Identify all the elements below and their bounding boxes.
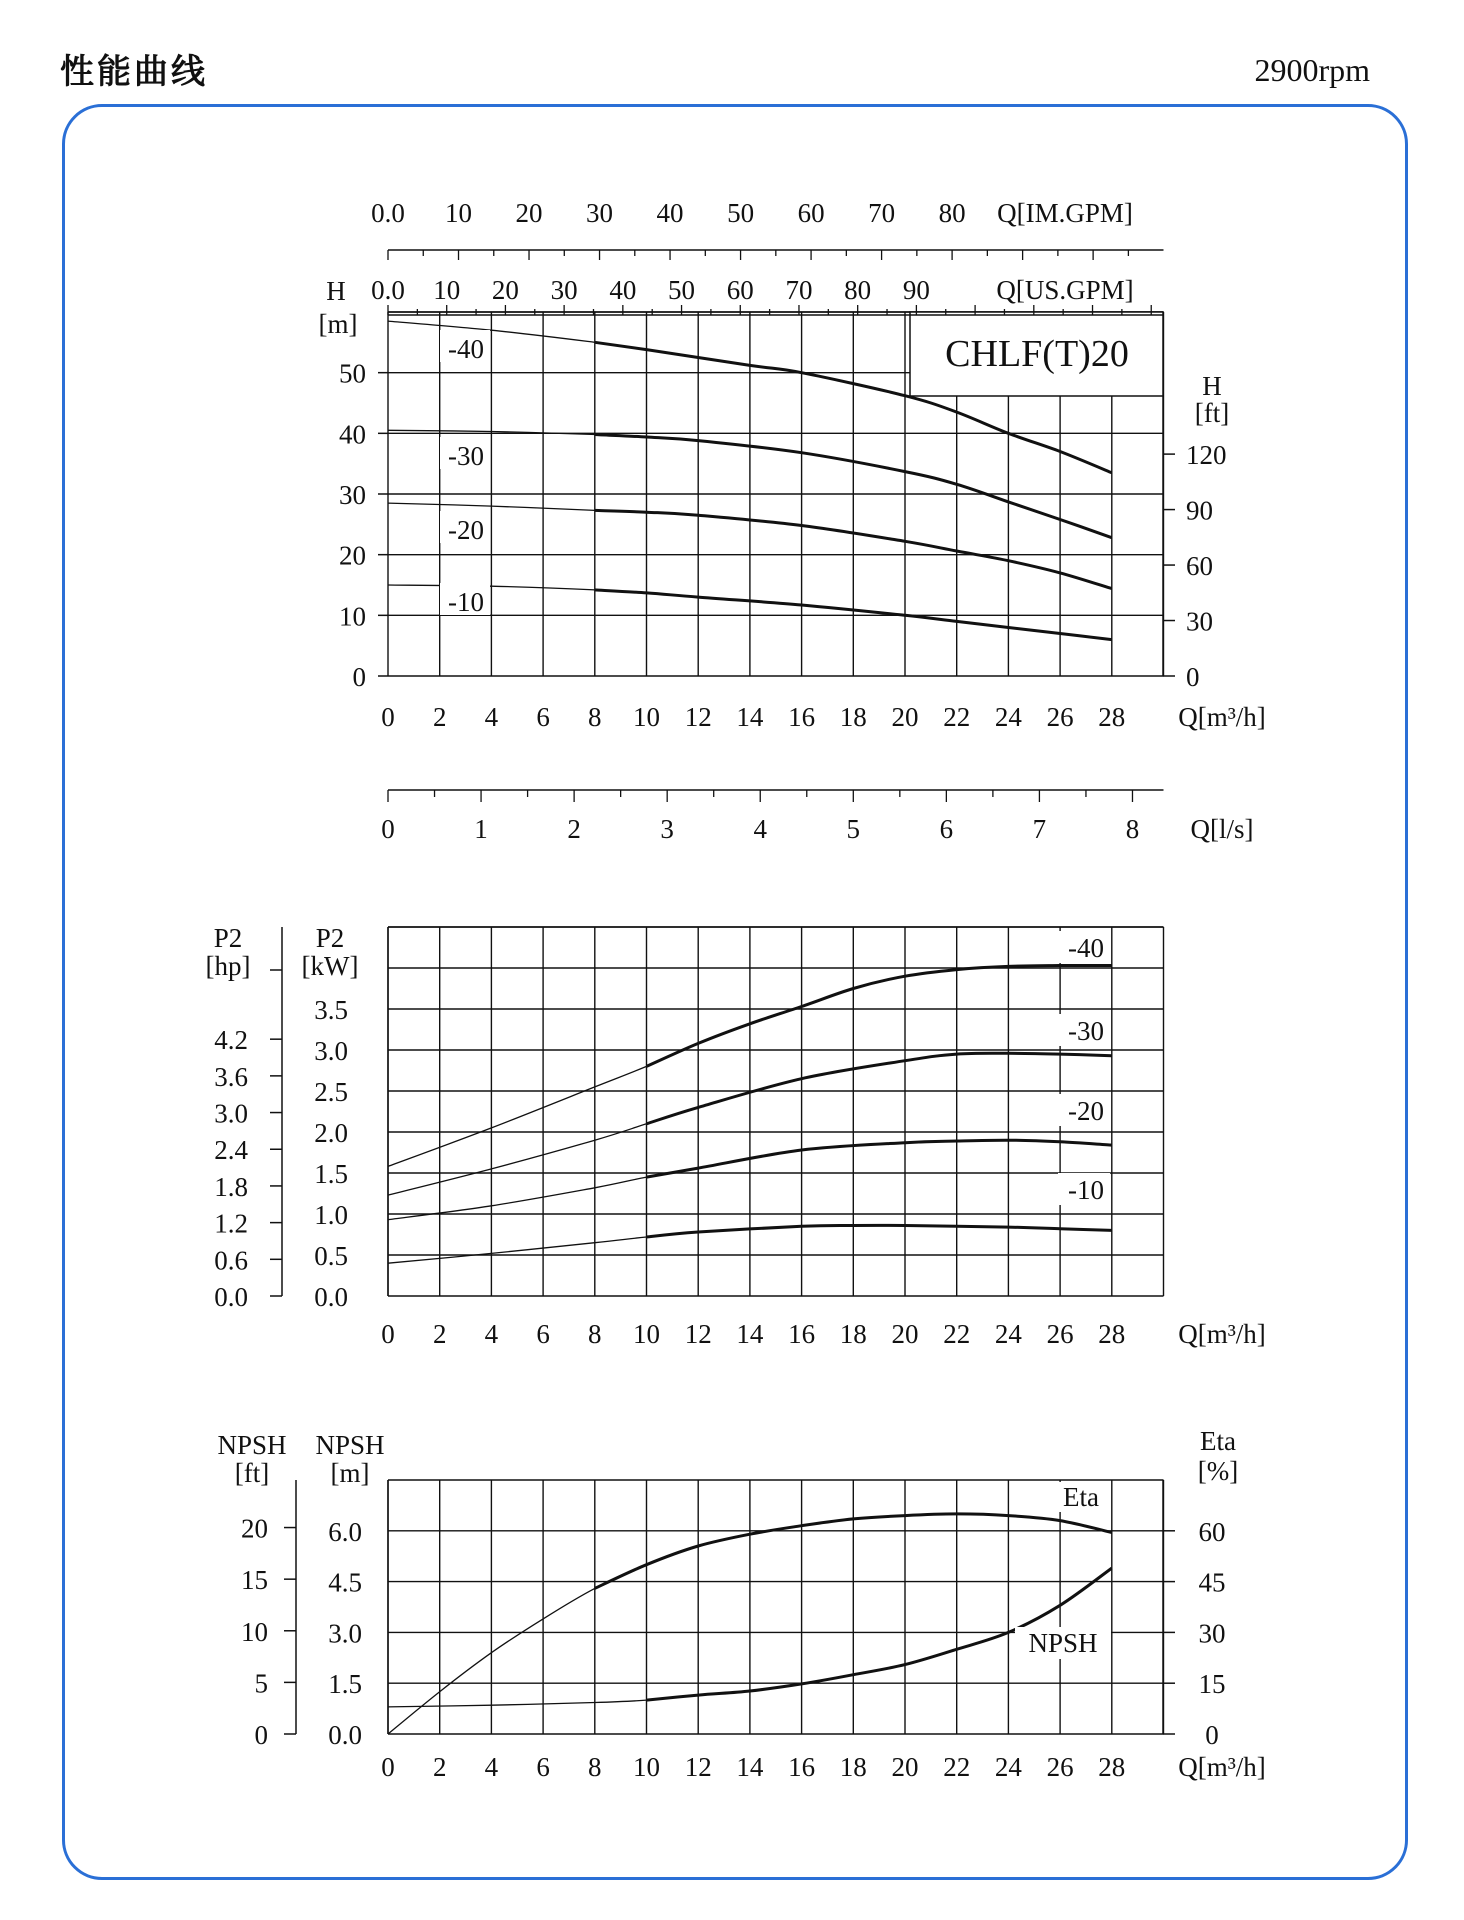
head-xtick-label: 16 — [788, 702, 816, 732]
head-xtick-label: 24 — [994, 702, 1022, 732]
npsh-m-tick-label: 4.5 — [328, 1567, 362, 1598]
power-series-label--40: -40 — [1068, 933, 1104, 963]
head-xtick-label: 6 — [536, 702, 550, 732]
us-gpm-tick-label: 40 — [609, 275, 637, 305]
head-xtick-label: 0 — [381, 702, 395, 732]
head-right-label-h: H — [1202, 371, 1222, 401]
eta-tick-label: 15 — [1198, 1669, 1226, 1700]
eta-tick-label: 30 — [1198, 1618, 1226, 1649]
npsh-xlabel: Q[m³/h] — [1178, 1752, 1266, 1782]
npsh-m-tick-label: 6.0 — [328, 1516, 362, 1547]
npsh-xtick-label: 12 — [684, 1752, 712, 1782]
power-curve-bold--30 — [647, 1053, 1112, 1124]
power-hp-tick-label: 4.2 — [214, 1025, 248, 1056]
head-series-label--20: -20 — [448, 515, 484, 545]
head-ytick-label: 50 — [339, 358, 366, 389]
power-xtick-label: 16 — [788, 1319, 816, 1349]
power-hp-tick-label: 0.6 — [214, 1245, 248, 1276]
eta-tick-label: 60 — [1198, 1516, 1226, 1547]
npsh-series-label: NPSH — [1028, 1628, 1098, 1658]
im-gpm-tick-label: 0.0 — [371, 198, 405, 228]
eta-series-label: Eta — [1063, 1482, 1099, 1512]
head-series-label--40: -40 — [448, 334, 484, 364]
npsh-xtick-label: 10 — [633, 1752, 660, 1782]
head-xtick-label: 18 — [839, 702, 867, 732]
head-xtick-label: 28 — [1098, 702, 1126, 732]
npsh-ft-tick-label: 15 — [241, 1565, 268, 1596]
im-gpm-tick-label: 70 — [868, 198, 896, 228]
power-xtick-label: 28 — [1098, 1319, 1126, 1349]
npsh-ft-tick-label: 10 — [241, 1616, 268, 1647]
eta-label: Eta — [1200, 1426, 1236, 1456]
head-ytick-label: 0 — [352, 662, 366, 692]
power-hp-tick-label: 0.0 — [214, 1282, 248, 1312]
us-gpm-tick-label: 10 — [433, 275, 461, 305]
power-kw-tick-label: 1.0 — [314, 1200, 348, 1230]
npsh-m-unit: [m] — [330, 1458, 370, 1488]
im-gpm-tick-label: 30 — [586, 198, 614, 228]
head-xtick-label: 12 — [684, 702, 712, 732]
us-gpm-label: Q[US.GPM] — [996, 275, 1134, 305]
power-xtick-label: 24 — [994, 1319, 1022, 1349]
npsh-ft-tick-label: 0 — [254, 1720, 268, 1750]
npsh-ft-label: NPSH — [217, 1430, 287, 1460]
power-hp-tick-label: 3.0 — [214, 1098, 248, 1129]
npsh-m-tick-label: 3.0 — [328, 1618, 362, 1649]
power-xtick-label: 10 — [633, 1319, 660, 1349]
npsh-xtick-label: 14 — [736, 1752, 764, 1782]
im-gpm-tick-label: 60 — [797, 198, 825, 228]
head-series-label--10: -10 — [448, 587, 484, 617]
power-hp-tick-label: 1.2 — [214, 1208, 248, 1239]
head-xlabel: Q[m³/h] — [1178, 702, 1266, 732]
npsh-ft-tick-label: 5 — [254, 1668, 268, 1699]
power-kw-tick-label: 0.5 — [314, 1241, 348, 1271]
us-gpm-tick-label: 0.0 — [371, 275, 405, 305]
im-gpm-label: Q[IM.GPM] — [997, 198, 1133, 228]
power-xtick-label: 18 — [839, 1319, 867, 1349]
head-right-tick-label: 60 — [1186, 551, 1213, 582]
npsh-m-tick-label: 1.5 — [328, 1669, 362, 1700]
us-gpm-tick-label: 90 — [902, 275, 930, 305]
us-gpm-tick-label: 80 — [844, 275, 872, 305]
power-xtick-label: 14 — [736, 1319, 764, 1349]
head-right-tick-label: 120 — [1186, 440, 1227, 471]
npsh-xtick-label: 20 — [891, 1752, 919, 1782]
us-gpm-tick-label: 50 — [668, 275, 696, 305]
im-gpm-tick-label: 10 — [445, 198, 473, 228]
eta-tick-label: 45 — [1198, 1567, 1226, 1598]
page-title: 性能曲线 — [60, 52, 208, 92]
npsh-xtick-label: 28 — [1098, 1752, 1126, 1782]
im-gpm-tick-label: 20 — [515, 198, 543, 228]
head-xtick-label: 14 — [736, 702, 764, 732]
head-ytick-label: 10 — [339, 601, 366, 632]
npsh-xtick-label: 0 — [381, 1752, 395, 1782]
im-gpm-tick-label: 50 — [727, 198, 755, 228]
eta-unit: [%] — [1197, 1456, 1239, 1486]
npsh-ft-unit: [ft] — [234, 1458, 270, 1488]
power-series-label--10: -10 — [1068, 1175, 1104, 1205]
head-xtick-label: 22 — [943, 702, 971, 732]
power-kw-tick-label: 1.5 — [314, 1159, 348, 1189]
power-xlabel: Q[m³/h] — [1178, 1319, 1266, 1349]
ls-tick-label: 8 — [1125, 814, 1140, 844]
power-xtick-label: 22 — [943, 1319, 971, 1349]
npsh-xtick-label: 2 — [432, 1752, 447, 1782]
power-series-label--30: -30 — [1068, 1016, 1104, 1046]
npsh-xtick-label: 22 — [943, 1752, 971, 1782]
head-xtick-label: 10 — [633, 702, 660, 732]
head-xtick-label: 8 — [588, 702, 602, 732]
ls-tick-label: 2 — [567, 814, 581, 844]
npsh-m-label: NPSH — [315, 1430, 385, 1460]
power-kw-tick-label: 3.5 — [314, 995, 348, 1025]
im-gpm-tick-label: 80 — [938, 198, 966, 228]
power-xtick-label: 0 — [381, 1319, 395, 1349]
eta-tick-label: 0 — [1205, 1720, 1219, 1750]
power-series-label--20: -20 — [1068, 1096, 1104, 1126]
head-xtick-label: 26 — [1046, 702, 1074, 732]
im-gpm-tick-label: 40 — [656, 198, 684, 228]
us-gpm-tick-label: 70 — [785, 275, 813, 305]
power-hp-tick-label: 3.6 — [214, 1061, 248, 1092]
npsh-ft-tick-label: 20 — [241, 1513, 268, 1544]
us-gpm-tick-label: 30 — [550, 275, 578, 305]
power-hp-tick-label: 2.4 — [214, 1135, 248, 1166]
power-curve-bold--10 — [647, 1225, 1112, 1237]
ls-tick-label: 4 — [753, 814, 767, 844]
head-right-tick-label: 90 — [1186, 495, 1213, 526]
head-ylabel-h: H — [326, 276, 346, 306]
npsh-xtick-label: 24 — [994, 1752, 1022, 1782]
power-xtick-label: 2 — [432, 1319, 447, 1349]
head-ytick-label: 30 — [339, 480, 366, 510]
power-xtick-label: 20 — [891, 1319, 919, 1349]
us-gpm-tick-label: 60 — [726, 275, 754, 305]
power-curve-bold--40 — [647, 965, 1112, 1066]
power-hp-unit: [hp] — [205, 951, 251, 981]
model-label: CHLF(T)20 — [945, 333, 1129, 375]
npsh-xtick-label: 26 — [1046, 1752, 1074, 1782]
npsh-xtick-label: 8 — [588, 1752, 602, 1782]
power-kw-label: P2 — [315, 923, 345, 953]
head-ytick-label: 40 — [339, 419, 366, 450]
ls-tick-label: 0 — [381, 814, 395, 844]
head-ylabel-unit: [m] — [318, 309, 358, 339]
npsh-xtick-label: 16 — [788, 1752, 816, 1782]
power-curve-bold--20 — [647, 1140, 1112, 1177]
power-xtick-label: 4 — [484, 1319, 499, 1349]
head-series-label--30: -30 — [448, 441, 484, 471]
power-xtick-label: 26 — [1046, 1319, 1074, 1349]
speed-label: 2900rpm — [1254, 52, 1370, 88]
power-xtick-label: 8 — [588, 1319, 602, 1349]
power-kw-tick-label: 2.5 — [314, 1077, 348, 1107]
ls-tick-label: 7 — [1032, 814, 1047, 844]
ls-tick-label: 1 — [474, 814, 488, 844]
ls-tick-label: 3 — [660, 814, 674, 844]
power-kw-tick-label: 3.0 — [314, 1036, 348, 1066]
power-kw-tick-label: 2.0 — [314, 1118, 348, 1148]
head-right-tick-label: 0 — [1186, 662, 1200, 692]
head-xtick-label: 2 — [432, 702, 447, 732]
head-xtick-label: 20 — [891, 702, 919, 732]
npsh-m-tick-label: 0.0 — [328, 1720, 362, 1750]
npsh-xtick-label: 6 — [536, 1752, 550, 1782]
ls-tick-label: 6 — [939, 814, 954, 844]
head-right-tick-label: 30 — [1186, 606, 1213, 637]
power-xtick-label: 12 — [684, 1319, 712, 1349]
ls-tick-label: 5 — [846, 814, 861, 844]
power-hp-label: P2 — [213, 923, 243, 953]
npsh-xtick-label: 18 — [839, 1752, 867, 1782]
us-gpm-tick-label: 20 — [491, 275, 519, 305]
power-kw-unit: [kW] — [301, 951, 359, 981]
npsh-xtick-label: 4 — [484, 1752, 499, 1782]
power-kw-tick-label: 0.0 — [314, 1282, 348, 1312]
ls-label: Q[l/s] — [1190, 814, 1254, 844]
head-right-label-unit: [ft] — [1194, 398, 1230, 428]
head-xtick-label: 4 — [484, 702, 499, 732]
power-hp-tick-label: 1.8 — [214, 1171, 248, 1202]
power-xtick-label: 6 — [536, 1319, 550, 1349]
head-ytick-label: 20 — [339, 540, 366, 571]
